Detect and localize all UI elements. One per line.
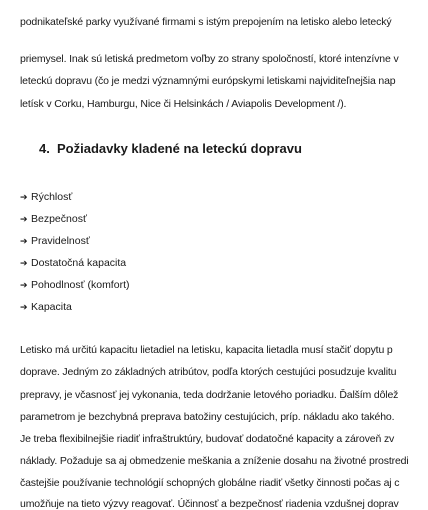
body-line: doprave. Jedným zo základných atribútov, podľa ktorých cestujúci posudzuje kvalitu bbox=[20, 366, 397, 378]
list-item-label: Pohodlnosť (komfort) bbox=[31, 279, 130, 291]
list-item bbox=[20, 212, 87, 227]
arrow-bullet-icon: ➔ bbox=[20, 303, 28, 313]
arrow-bullet-icon: ➔ bbox=[20, 215, 28, 225]
body-line: Je treba flexibilnejšie riadiť infraštruktúry, budovať dodatočné kapacity a zároveň zv bbox=[20, 433, 395, 445]
list-item bbox=[20, 300, 72, 315]
section-number: 4. bbox=[39, 141, 50, 156]
body-line: parametrom je bezchybná preprava batožiny cestujúcich, príp. nákladu ako takého. bbox=[20, 411, 395, 423]
list-item-label: Pravidelnosť bbox=[31, 235, 90, 247]
list-item-label: Kapacita bbox=[31, 301, 72, 313]
body-line: prepravy, je včasnosť jej vykonania, teda dodržanie letového poriadku. Ďalším dôlež bbox=[20, 389, 399, 401]
body-line: náklady. Požaduje sa aj obmedzenie meškania a zníženie dosahu na životné prostredi bbox=[20, 455, 409, 467]
arrow-bullet-icon: ➔ bbox=[20, 259, 28, 269]
intro-line: letísk v Corku, Hamburgu, Nice či Helsinkách / Aviapolis Development /). bbox=[20, 98, 347, 110]
intro-line: priemysel. Inak sú letiská predmetom voľby zo strany spoločností, ktoré intenzívne v bbox=[20, 53, 399, 65]
intro-line: podnikateľské parky využívané firmami s istým prepojením na letisko alebo letecký bbox=[20, 16, 392, 28]
body-line: umožňuje na tieto výzvy reagovať. Účinnosť a bezpečnosť riadenia vzdušnej doprav bbox=[20, 498, 399, 510]
list-item bbox=[20, 256, 126, 271]
list-item-label: Rýchlosť bbox=[31, 191, 73, 203]
list-item bbox=[20, 234, 90, 249]
list-item bbox=[20, 190, 72, 205]
section-heading bbox=[39, 141, 302, 157]
intro-line: leteckú dopravu (čo je medzi významnými európskymi letiskami najviditeľnejšia nap bbox=[20, 75, 396, 87]
body-line: Letisko má určitú kapacitu lietadiel na letisku, kapacita lietadla musí stačiť dopytu p bbox=[20, 344, 393, 356]
body-line: častejšie používanie technológií schopných globálne riadiť všetky činnosti počas aj c bbox=[20, 477, 400, 489]
section-title: Požiadavky kladené na leteckú dopravu bbox=[57, 141, 302, 156]
list-item-label: Dostatočná kapacita bbox=[31, 257, 127, 269]
arrow-bullet-icon: ➔ bbox=[20, 281, 28, 291]
list-item-label: Bezpečnosť bbox=[31, 213, 87, 225]
arrow-bullet-icon: ➔ bbox=[20, 237, 28, 247]
arrow-bullet-icon: ➔ bbox=[20, 193, 28, 203]
list-item bbox=[20, 278, 129, 293]
